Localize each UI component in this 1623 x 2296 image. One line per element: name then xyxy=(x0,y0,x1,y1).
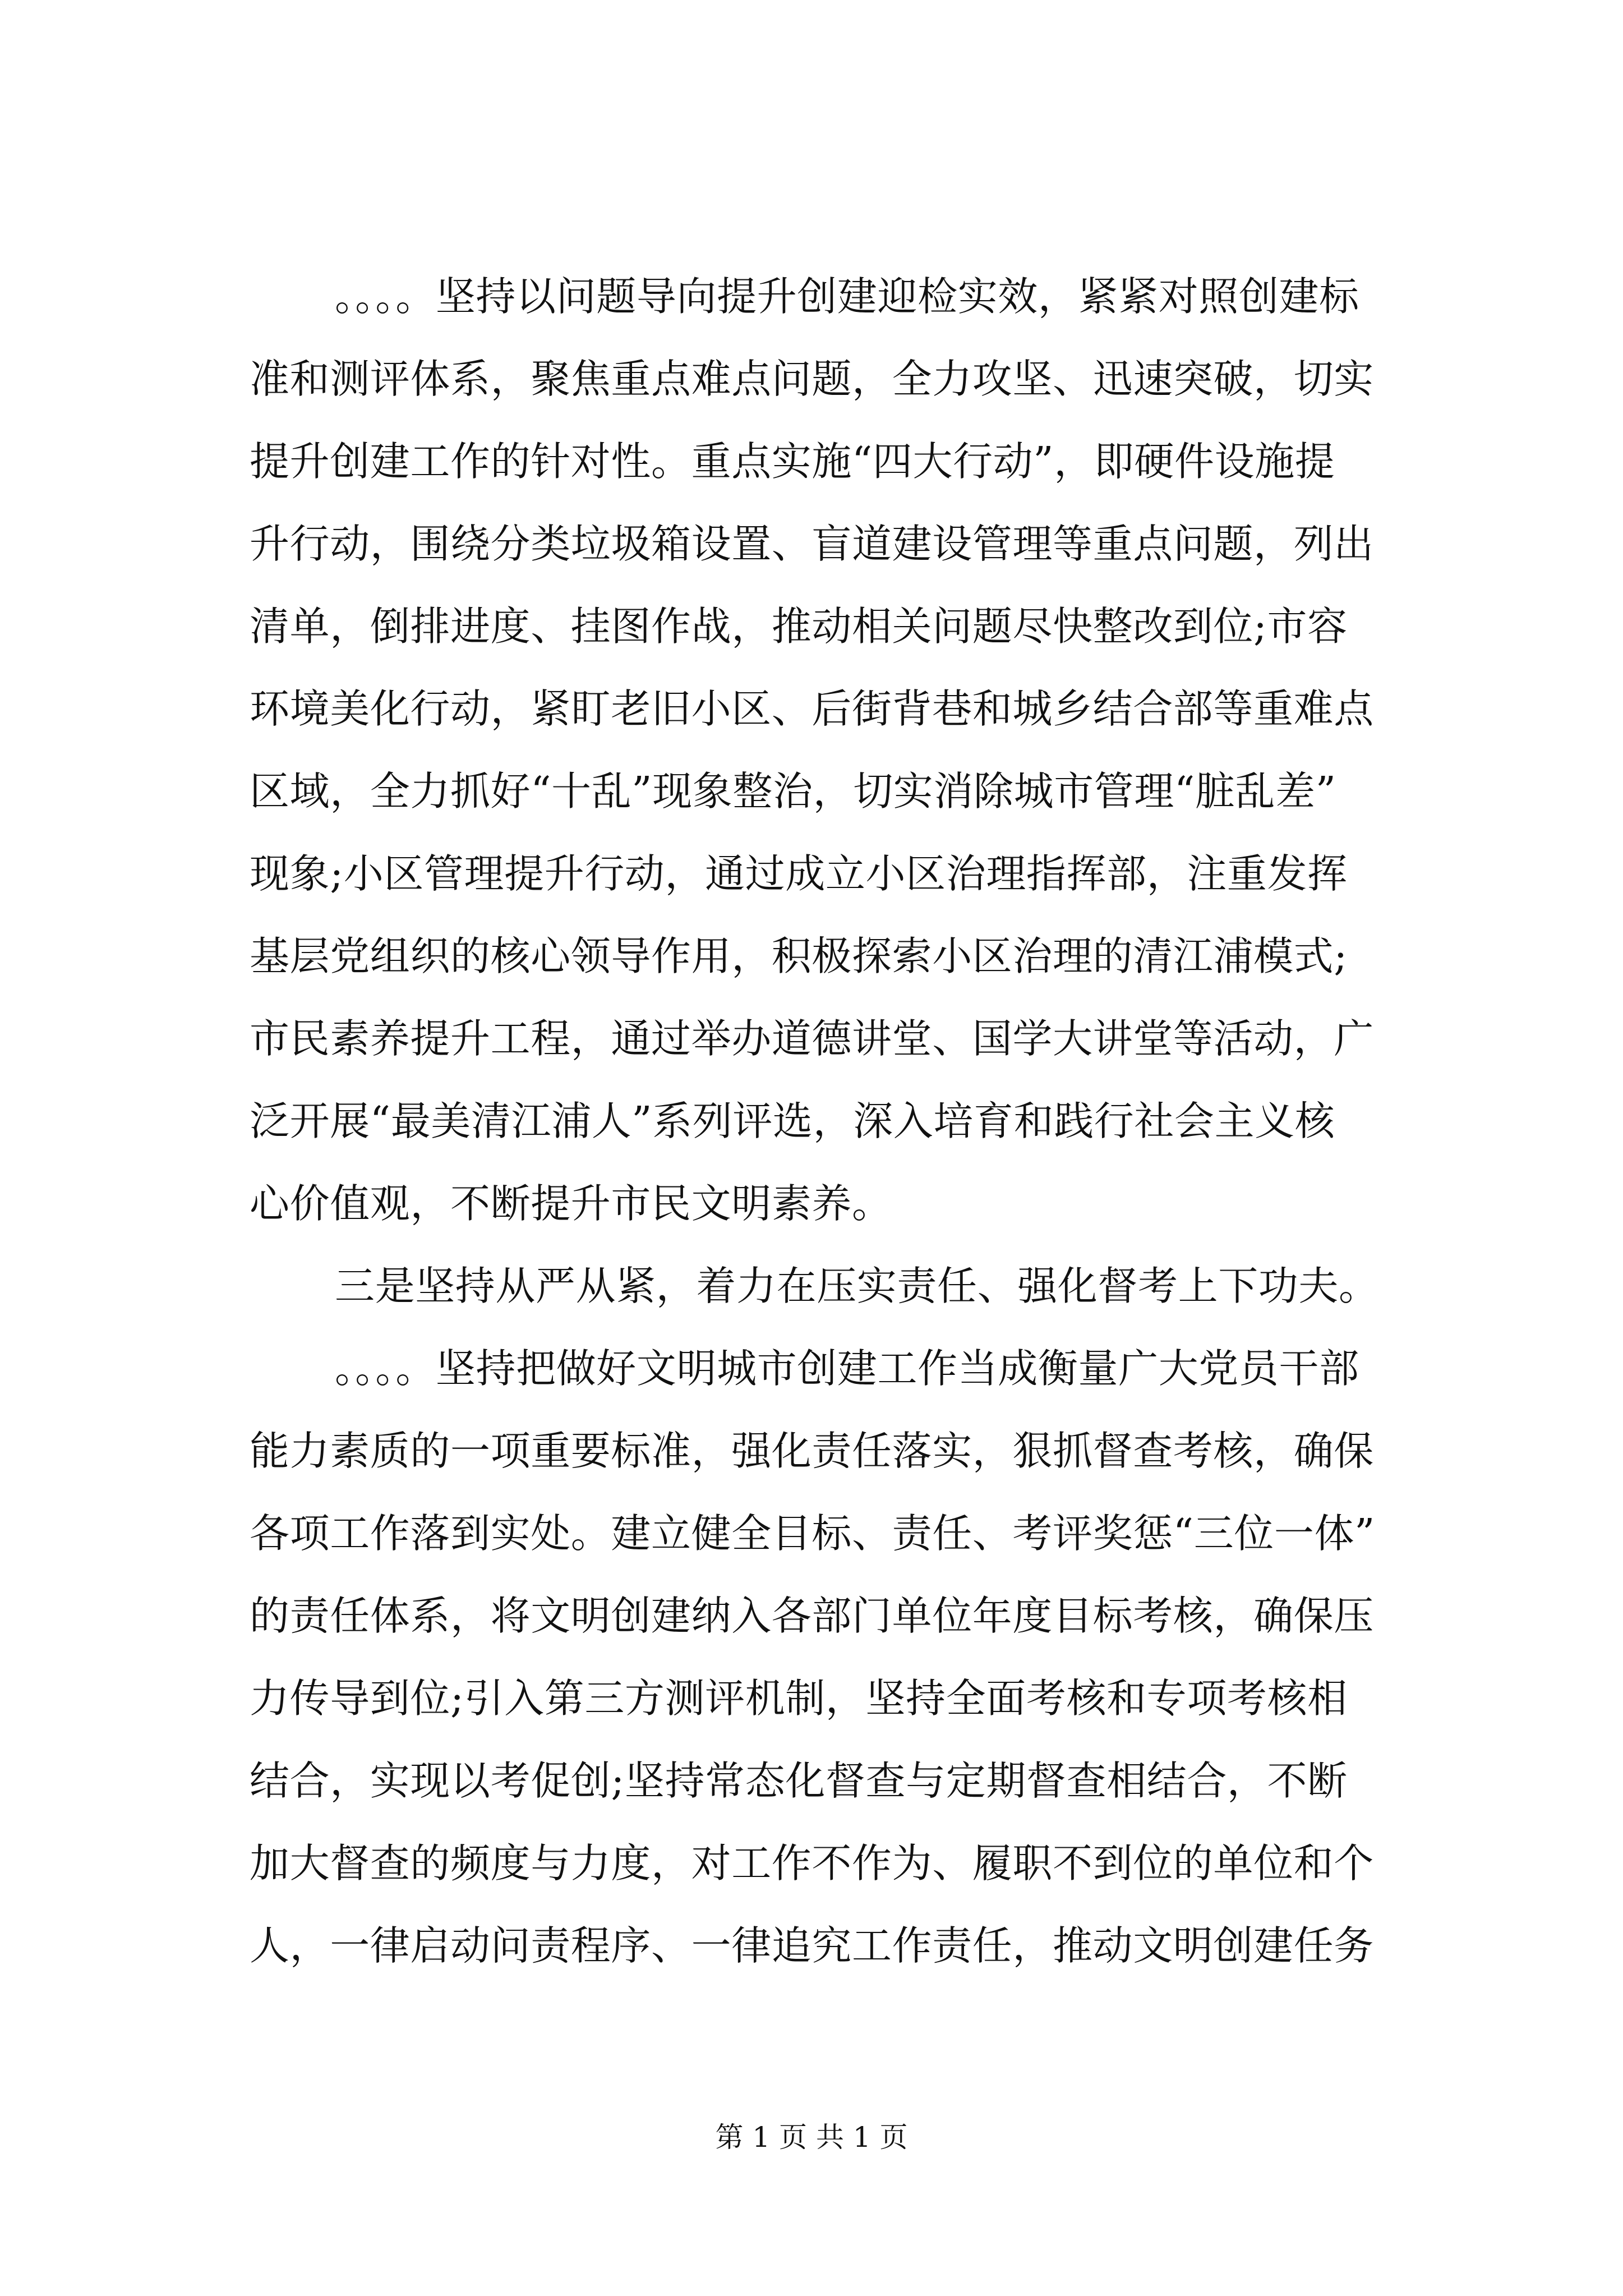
paragraph-line: 清单，倒排进度、挂图作战，推动相关问题尽快整改到位;市容 xyxy=(250,603,1348,650)
paragraph-line: 区域，全力抓好“十乱”现象整治，切实消除城市管理“脏乱差” xyxy=(250,768,1336,815)
paragraph-line: 提升创建工作的针对性。重点实施“四大行动”，即硬件设施提 xyxy=(250,438,1335,485)
paragraph-line: 基层党组织的核心领导作用，积极探索小区治理的清江浦模式; xyxy=(250,933,1348,979)
paragraph-line: 各项工作落到实处。建立健全目标、责任、考评奖惩“三位一体” xyxy=(250,1510,1375,1557)
paragraph-line: 泛开展“最美清江浦人”系列评选，深入培育和践行社会主义核 xyxy=(250,1098,1335,1144)
paragraph-line: 市民素养提升工程，通过举办道德讲堂、国学大讲堂等活动，广 xyxy=(250,1015,1374,1062)
page-footer xyxy=(0,2118,1623,2157)
paragraph-line: 力传导到位;引入第三方测评机制，坚持全面考核和专项考核相 xyxy=(250,1675,1348,1722)
paragraph-line: 。。。。坚持把做好文明城市创建工作当成衡量广大党员干部 xyxy=(335,1345,1359,1392)
paragraph-line: 。。。。坚持以问题导向提升创建迎检实效，紧紧对照创建标 xyxy=(335,273,1359,320)
paragraph-line: 现象;小区管理提升行动，通过成立小区治理指挥部，注重发挥 xyxy=(250,850,1348,897)
paragraph-line: 加大督查的频度与力度，对工作不作为、履职不到位的单位和个 xyxy=(250,1840,1374,1887)
paragraph-line: 环境美化行动，紧盯老旧小区、后街背巷和城乡结合部等重难点 xyxy=(250,685,1374,732)
paragraph-line: 升行动，围绕分类垃圾箱设置、盲道建设管理等重点问题，列出 xyxy=(250,521,1374,567)
paragraph-line: 人，一律启动问责程序、一律追究工作责任，推动文明创建任务 xyxy=(250,1922,1374,1969)
paragraph-line: 结合，实现以考促创;坚持常态化督查与定期督查相结合，不断 xyxy=(250,1757,1348,1804)
section-heading-line: 三是坚持从严从紧，着力在压实责任、强化督考上下功夫。 xyxy=(335,1263,1379,1309)
document-body xyxy=(250,255,1422,1987)
paragraph-line: 的责任体系，将文明创建纳入各部门单位年度目标考核，确保压 xyxy=(250,1593,1374,1639)
paragraph-line: 心价值观，不断提升市民文明素养。 xyxy=(250,1180,892,1227)
paragraph-line: 准和测评体系，聚焦重点难点问题，全力攻坚、迅速突破，切实 xyxy=(250,356,1374,402)
page-number-label: 第 1 页 共 1 页 xyxy=(715,2121,908,2154)
paragraph-line: 能力素质的一项重要标准，强化责任落实，狠抓督查考核，确保 xyxy=(250,1428,1374,1474)
